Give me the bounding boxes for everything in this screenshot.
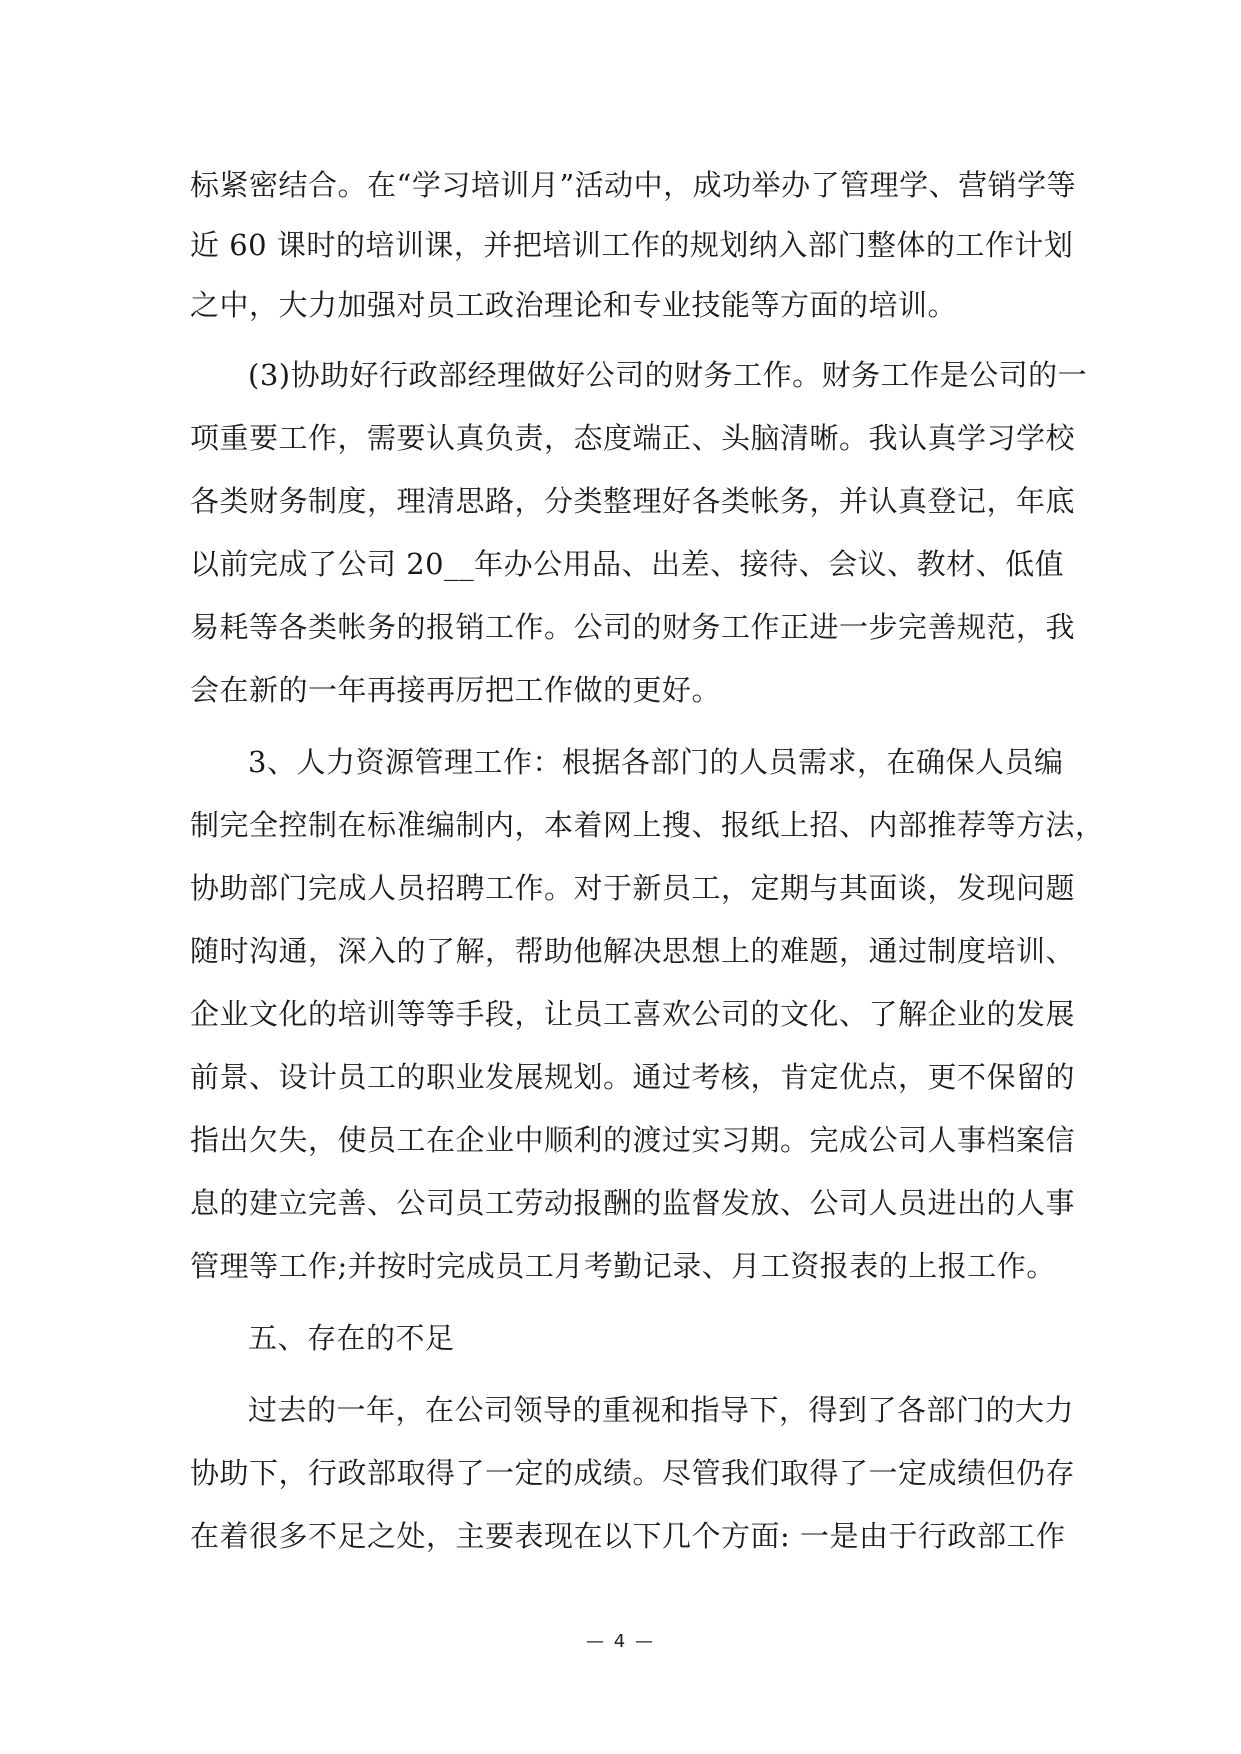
text-line: 协助下，行政部取得了一定的成绩。尽管我们取得了一定成绩但仍存	[190, 1456, 1076, 1490]
text-line: 在着很多不足之处，主要表现在以下几个方面: 一是由于行政部工作	[190, 1519, 1066, 1553]
text-line: 标紧密结合。在“学习培训月”活动中，成功举办了管理学、营销学等	[190, 168, 1077, 202]
text-line: 以前完成了公司 20__年办公用品、出差、接待、会议、教材、低值	[190, 547, 1065, 581]
text-line: 之中，大力加强对员工政治理论和专业技能等方面的培训。	[190, 288, 958, 322]
paragraph-start-line: 3、人力资源管理工作：根据各部门的人员需求，在确保人员编	[248, 745, 1064, 779]
text-line: 易耗等各类帐务的报销工作。公司的财务工作正进一步完善规范，我	[190, 610, 1076, 644]
text-line: 企业文化的培训等等手段，让员工喜欢公司的文化、了解企业的发展	[190, 997, 1076, 1031]
text-line: 近 60 课时的培训课，并把培训工作的规划纳入部门整体的工作计划	[190, 228, 1074, 262]
text-line: 随时沟通，深入的了解，帮助他解决思想上的难题，通过制度培训、	[190, 934, 1076, 968]
text-line: 息的建立完善、公司员工劳动报酬的监督发放、公司人员进出的人事	[190, 1186, 1076, 1220]
text-line: 指出欠失，使员工在企业中顺利的渡过实习期。完成公司人事档案信	[190, 1123, 1076, 1157]
text-line: 协助部门完成人员招聘工作。对于新员工，定期与其面谈，发现问题	[190, 871, 1076, 905]
text-line: 各类财务制度，理清思路，分类整理好各类帐务，并认真登记，年底	[190, 484, 1076, 518]
paragraph-start-line: 过去的一年，在公司领导的重视和指导下，得到了各部门的大力	[248, 1393, 1075, 1427]
section-heading: 五、存在的不足	[248, 1321, 455, 1355]
text-line: 制完全控制在标准编制内，本着网上搜、报纸上招、内部推荐等方法，	[190, 808, 1105, 842]
text-line: 前景、设计员工的职业发展规划。通过考核，肯定优点，更不保留的	[190, 1060, 1076, 1094]
page-number: — 4 —	[586, 1631, 655, 1652]
paragraph-start-line: (3)协助好行政部经理做好公司的财务工作。财务工作是公司的一	[248, 358, 1088, 392]
text-line: 会在新的一年再接再厉把工作做的更好。	[190, 673, 722, 707]
text-line: 管理等工作;并按时完成员工月考勤记录、月工资报表的上报工作。	[190, 1249, 1056, 1283]
text-line: 项重要工作，需要认真负责，态度端正、头脑清晰。我认真学习学校	[190, 421, 1076, 455]
